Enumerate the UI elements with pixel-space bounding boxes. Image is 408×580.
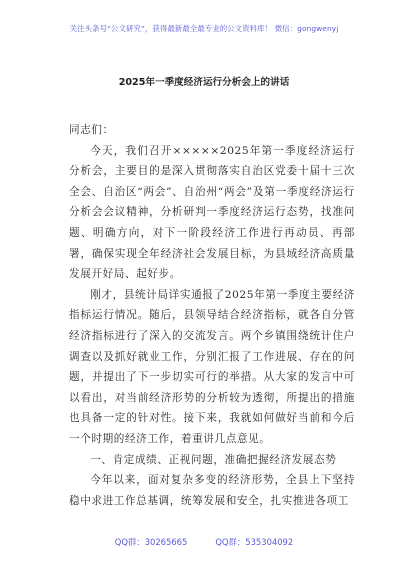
footer (40, 536, 368, 548)
footer-qq-group-2: QQ群：535304092 (215, 537, 294, 547)
header-banner: 关注头条号“公文研究”，获得最新最全最专业的公文资料库！ 微信：gongwenyj (69, 24, 339, 33)
section-heading-1: 一、肯定成绩、正视问题，准确把握经济发展态势 (90, 453, 337, 466)
paragraph-2: 刚才，县统计局详实通报了2025年第一季度主要经济指标运行情况。随后，县领导结合经济指标，就各自分管经济指标进行了深入的交流发言。两个乡镇围绕统计住户调查以及抓好就业工作，分别汇报了工作进展、存在的问题，并提出了下一步切实可行的举措。从大家的发言中可以看出，对当前经济形势的分析较为透彻，所提出的措施也具备一定的针对性。接下来，我就如何做好当前和今后一个时期的经济工作，着重讲几点意见。 (69, 288, 355, 445)
paragraph-3: 今年以来，面对复杂多变的经济形势，全县上下坚持稳中求进工作总基调，统筹发展和安全，扎实推进各项工 (69, 474, 355, 507)
salutation: 同志们： (69, 124, 114, 136)
paragraph-1: 今天，我们召开×××××2025年第一季度经济运行分析会，主要目的是深入贯彻落实自治区党委十届十三次全会、自治区“两会”、自治州“两会”及第一季度经济运行分析会会议精神，分析研判一季度经济运行态势，找准问题、明确方向，对下一阶段经济工作进行再动员、再部署，确保实现全年经济社会发展目标，为县域经济高质量发展开好局、起好步。 (69, 144, 355, 281)
document-title: 2025年一季度经济运行分析会上的讲话 (118, 77, 290, 88)
footer-qq-group-1: QQ群：30265665 (114, 537, 188, 547)
document-body (69, 120, 355, 511)
